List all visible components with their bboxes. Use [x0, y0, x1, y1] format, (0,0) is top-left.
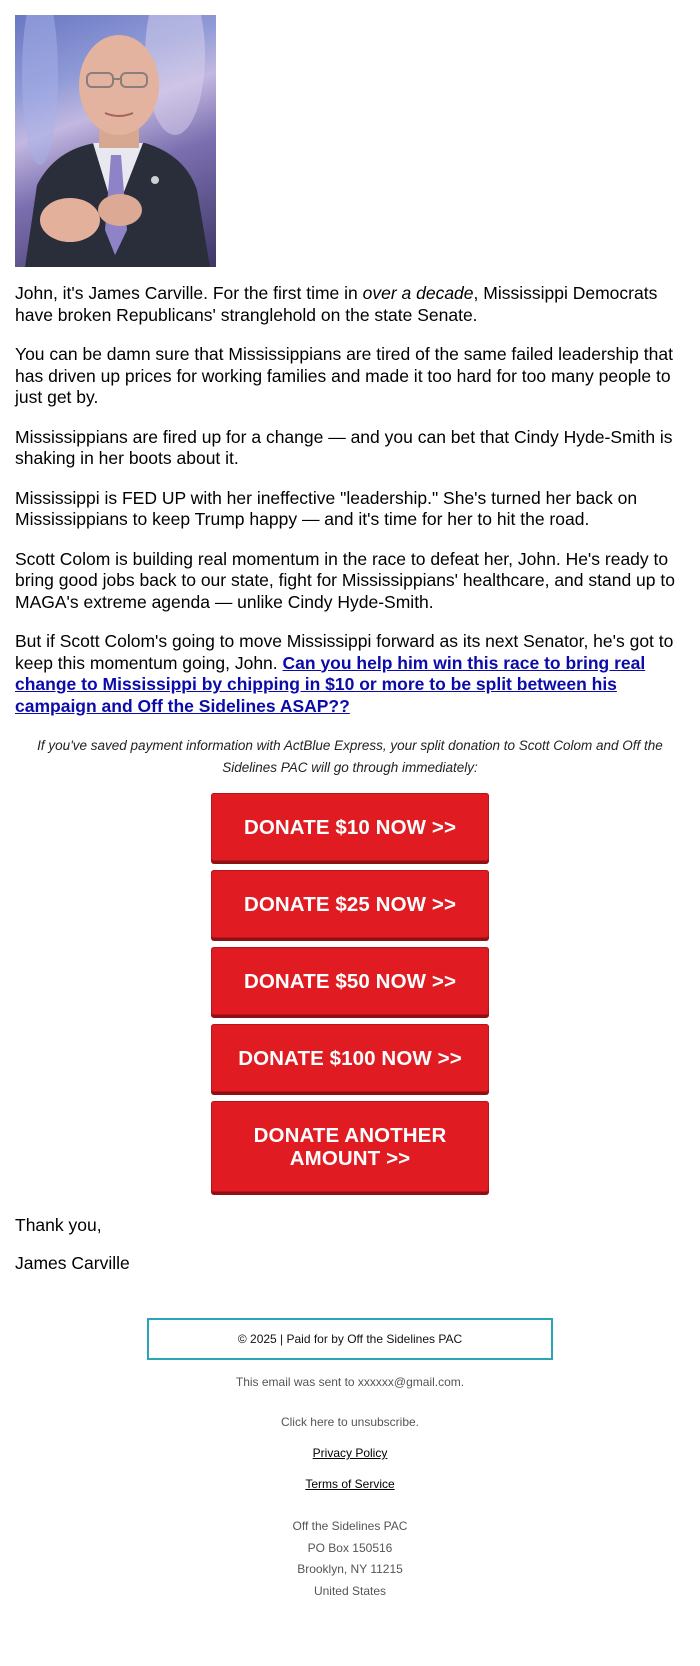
- sent-to-notice: This email was sent to xxxxxx@gmail.com.: [235, 1375, 465, 1389]
- paragraph-ask: [15, 631, 685, 717]
- header-photo: [15, 15, 216, 267]
- address-line: United States: [313, 1583, 387, 1598]
- paid-for-disclaimer: [147, 1318, 553, 1360]
- paragraph-fired-up: Mississippians are fired up for a change — and you can bet that Cindy Hyde-Smith is shaking in her boots about it.: [15, 426, 673, 468]
- unsubscribe-link[interactable]: Click here to unsubscribe.: [280, 1415, 420, 1429]
- signoff-name: James Carville: [15, 1253, 130, 1273]
- donate-10-button[interactable]: DONATE $10 NOW >>: [211, 793, 489, 861]
- paragraph-intro: [15, 283, 685, 326]
- donate-other-amount-button[interactable]: DONATE ANOTHER AMOUNT >>: [211, 1101, 489, 1192]
- portrait-illustration: [15, 15, 216, 267]
- ask-text: But if Scott Colom's going to move Mississippi forward as its next Senator, he's got to keep this momentum going, John.: [15, 631, 674, 673]
- mailing-address: [15, 1516, 685, 1602]
- actblue-express-note: If you've saved payment information with ActBlue Express, your split donation to Scott Colom and Off the Sidelines PAC will go through immediately:: [37, 738, 663, 775]
- address-line: Brooklyn, NY 11215: [297, 1562, 403, 1576]
- intro-text-end: , Mississippi Democrats have broken Republicans' stranglehold on the state Senate.: [15, 283, 658, 325]
- address-line: PO Box 150516: [307, 1540, 393, 1555]
- donate-100-button[interactable]: DONATE $100 NOW >>: [211, 1024, 489, 1092]
- paragraph-momentum: Scott Colom is building real momentum in the race to defeat her, John. He's ready to bring good jobs back to our state, fight for Mississippians' healthcare, and stand up to MAGA's extreme agenda — unlike Cindy Hyde-Smith.: [15, 548, 675, 612]
- paragraph-failed-leadership: You can be damn sure that Mississippians are tired of the same failed leadership that has driven up prices for working families and made it too hard for too many people to just get by.: [15, 344, 673, 407]
- intro-text-start: John, it's James Carville. For the first time in: [15, 283, 363, 303]
- address-line: Off the Sidelines PAC: [292, 1519, 408, 1533]
- terms-of-service-link[interactable]: Terms of Service: [305, 1477, 395, 1491]
- donate-25-button[interactable]: DONATE $25 NOW >>: [211, 870, 489, 938]
- signoff-thanks: Thank you,: [15, 1215, 102, 1235]
- paid-for-text: © 2025 | Paid for by Off the Sidelines PAC: [237, 1332, 463, 1346]
- donate-button-group: [15, 793, 685, 1192]
- privacy-policy-link[interactable]: Privacy Policy: [312, 1446, 388, 1460]
- intro-emphasis: over a decade: [362, 283, 474, 303]
- donate-50-button[interactable]: DONATE $50 NOW >>: [211, 947, 489, 1015]
- paragraph-fed-up: Mississippi is FED UP with her ineffective "leadership." She's turned her back on Mississippians to keep Trump happy — and it's time for her to hit the road.: [15, 487, 638, 529]
- donate-ask-link[interactable]: Can you help him win this race to bring real change to Mississippi by chipping in $10 or more to be split between his campaign and Off the Sidelines ASAP??: [15, 652, 646, 716]
